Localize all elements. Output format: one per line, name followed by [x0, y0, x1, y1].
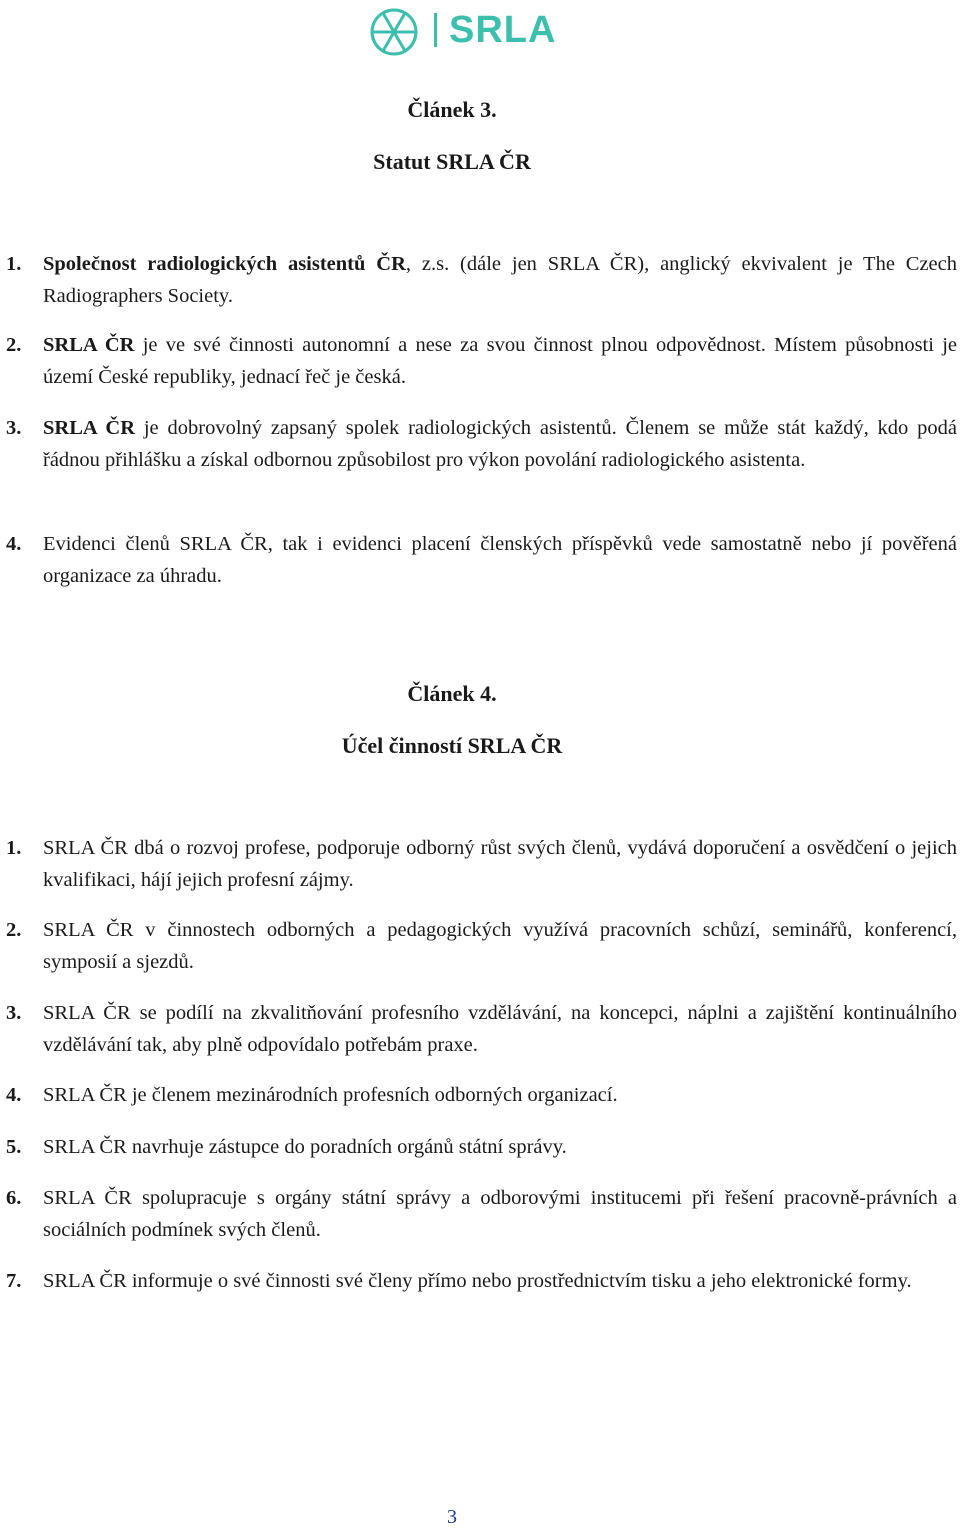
- item-text: SRLA ČR je členem mezinárodních profesních odborných organizací.: [43, 1084, 618, 1106]
- item-text: SRLA ČR navrhuje zástupce do poradních orgánů státní správy.: [43, 1136, 567, 1158]
- item-text: SRLA ČR dbá o rozvoj profese, podporuje odborný růst svých členů, vydává doporučení a osvědčení o jejich kvalifikaci, hájí jejich profesní zájmy.: [43, 837, 957, 891]
- item-number: 2.: [6, 919, 22, 941]
- item-text: SRLA ČR spolupracuje s orgány státní správy a odborovými institucemi při řešení pracovně-právních a sociálních podmínek svých členů.: [43, 1187, 957, 1241]
- article-4-title: Článek 4.: [407, 681, 497, 706]
- item-number: 2.: [6, 334, 22, 356]
- article-3-title: Článek 3.: [407, 97, 497, 122]
- item-text: Evidenci členů SRLA ČR, tak i evidenci placení členských příspěvků vede samostatně nebo jí pověřená organizace za úhradu.: [43, 533, 957, 587]
- radiation-trefoil-icon: [368, 4, 420, 56]
- item-number: 6.: [6, 1187, 22, 1209]
- item-number: 1.: [6, 253, 22, 275]
- item-text: SRLA ČR informuje o své činnosti své členy přímo nebo prostřednictvím tisku a jeho elektronické formy.: [43, 1270, 912, 1292]
- article-3-subtitle: Statut SRLA ČR: [373, 149, 531, 174]
- logo-wordmark: SRLA: [449, 9, 557, 51]
- item-text: SRLA ČR se podílí na zkvalitňování profesního vzdělávání, na koncepci, náplni a zajištění kontinuálního vzdělávání tak, aby plně odpovídalo potřebám praxe.: [43, 1002, 957, 1056]
- item-text: SRLA ČR je ve své činnosti autonomní a nese za svou činnost plnou odpovědnost. Místem působnosti je území České republiky, jednací řeč je česká.: [43, 334, 957, 388]
- logo-divider: [434, 13, 437, 47]
- item-number: 4.: [6, 1084, 22, 1106]
- page-number: 3: [447, 1506, 457, 1528]
- item-text: SRLA ČR v činnostech odborných a pedagogických využívá pracovních schůzí, seminářů, konferencí, symposií a sjezdů.: [43, 919, 957, 973]
- article-4-subtitle: Účel činností SRLA ČR: [341, 733, 563, 758]
- item-number: 3.: [6, 1002, 22, 1024]
- item-text: Společnost radiologických asistentů ČR, z.s. (dále jen SRLA ČR), anglický ekvivalent je The Czech Radiographers Society.: [43, 253, 957, 307]
- item-number: 1.: [6, 837, 22, 859]
- item-number: 4.: [6, 533, 22, 555]
- item-text: SRLA ČR je dobrovolný zapsaný spolek radiologických asistentů. Členem se může stát každý, kdo podá řádnou přihlášku a získal odbornou způsobilost pro výkon povolání radiologického asistenta.: [43, 417, 958, 471]
- item-number: 3.: [6, 417, 22, 439]
- srla-logo: [368, 4, 556, 56]
- item-number: 5.: [6, 1136, 22, 1158]
- item-number: 7.: [6, 1270, 22, 1292]
